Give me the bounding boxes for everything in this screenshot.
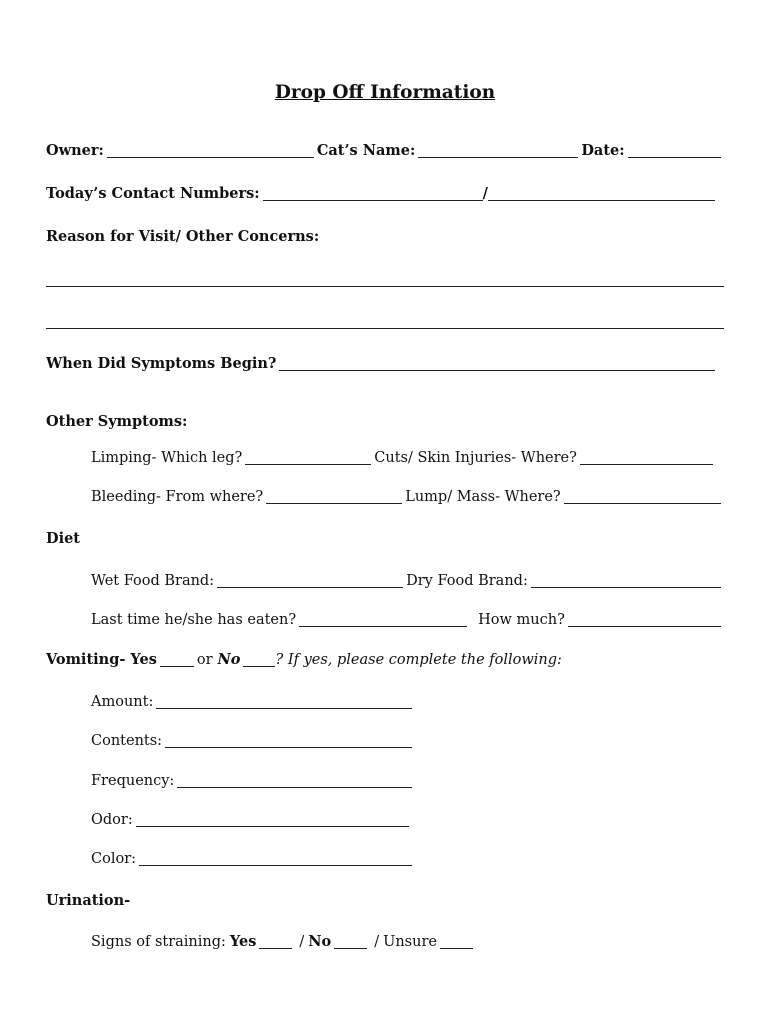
limping-field[interactable]	[245, 450, 371, 465]
bleeding-row	[91, 488, 724, 506]
contact-number-2-field[interactable]	[488, 186, 715, 201]
last-eaten-field[interactable]	[299, 612, 467, 627]
symptoms-begin-field[interactable]	[279, 356, 715, 371]
straining-no-text: No	[308, 933, 332, 950]
date-label: Date:	[581, 142, 625, 159]
owner-field[interactable]	[107, 143, 314, 158]
straining-unsure-field[interactable]	[440, 934, 473, 949]
contact-separator: /	[482, 185, 488, 202]
amount-field[interactable]	[156, 694, 412, 709]
vomiting-row	[46, 651, 724, 669]
diet-label: Diet	[46, 530, 81, 547]
reason-line-1[interactable]	[46, 286, 724, 287]
contents-field[interactable]	[165, 733, 412, 748]
wet-food-label: Wet Food Brand:	[91, 573, 215, 589]
straining-yes-field[interactable]	[259, 934, 292, 949]
straining-yes-text: Yes	[229, 933, 257, 950]
contents-label: Contents:	[91, 733, 163, 749]
symptoms-begin-row	[46, 355, 718, 373]
odor-label: Odor:	[91, 812, 133, 828]
limping-label: Limping- Which leg?	[91, 450, 243, 466]
how-much-label: How much?	[478, 612, 565, 628]
straining-label: Signs of straining:	[91, 934, 226, 950]
page-title: Drop Off Information	[274, 82, 496, 103]
lump-label: Lump/ Mass- Where?	[405, 489, 561, 505]
vomiting-or-text: or	[196, 652, 213, 668]
vomiting-no-field[interactable]	[243, 652, 275, 667]
odor-row	[91, 811, 412, 829]
vomiting-yes-field[interactable]	[160, 652, 194, 667]
amount-row	[91, 693, 415, 711]
bleeding-label: Bleeding- From where?	[91, 489, 264, 505]
other-symptoms-label: Other Symptoms:	[46, 413, 188, 430]
color-field[interactable]	[139, 851, 412, 866]
symptoms-begin-label: When Did Symptoms Begin?	[46, 355, 277, 372]
contents-row	[91, 732, 415, 750]
urination-row	[46, 892, 724, 910]
frequency-field[interactable]	[177, 773, 412, 788]
limping-row	[91, 449, 716, 467]
frequency-label: Frequency:	[91, 773, 175, 789]
urination-label: Urination-	[46, 892, 131, 909]
bleeding-field[interactable]	[266, 489, 402, 504]
contact-number-1-field[interactable]	[263, 186, 483, 201]
cats-name-label: Cat’s Name:	[316, 142, 416, 159]
last-eaten-label: Last time he/she has eaten?	[91, 612, 297, 628]
cuts-label: Cuts/ Skin Injuries- Where?	[374, 450, 577, 466]
color-row	[91, 850, 415, 868]
vomiting-instruction: ? If yes, please complete the following:	[275, 652, 562, 668]
odor-field[interactable]	[136, 812, 409, 827]
reason-line-2[interactable]	[46, 328, 724, 329]
dry-food-field[interactable]	[531, 573, 721, 588]
owner-label: Owner:	[46, 142, 104, 159]
food-brand-row	[91, 572, 724, 590]
date-field[interactable]	[628, 143, 721, 158]
eating-row	[91, 611, 724, 629]
diet-row	[46, 530, 724, 548]
contact-row	[46, 185, 718, 203]
contact-label: Today’s Contact Numbers:	[46, 185, 260, 202]
frequency-row	[91, 772, 415, 790]
owner-row	[46, 142, 724, 160]
cats-name-field[interactable]	[418, 143, 578, 158]
wet-food-field[interactable]	[217, 573, 403, 588]
vomiting-label: Vomiting- Yes	[46, 651, 157, 668]
straining-no-field[interactable]	[334, 934, 367, 949]
color-label: Color:	[91, 851, 137, 867]
how-much-field[interactable]	[568, 612, 721, 627]
other-symptoms-row	[46, 413, 724, 431]
amount-label: Amount:	[91, 694, 154, 710]
cuts-field[interactable]	[580, 450, 713, 465]
straining-unsure-text: Unsure	[383, 934, 437, 950]
vomiting-no-text: No	[217, 651, 241, 668]
straining-row: Signs of straining: Yes / No / Unsure	[91, 933, 724, 951]
lump-field[interactable]	[564, 489, 721, 504]
dry-food-label: Dry Food Brand:	[406, 573, 528, 589]
reason-label: Reason for Visit/ Other Concerns:	[46, 228, 320, 245]
reason-row	[46, 228, 724, 246]
